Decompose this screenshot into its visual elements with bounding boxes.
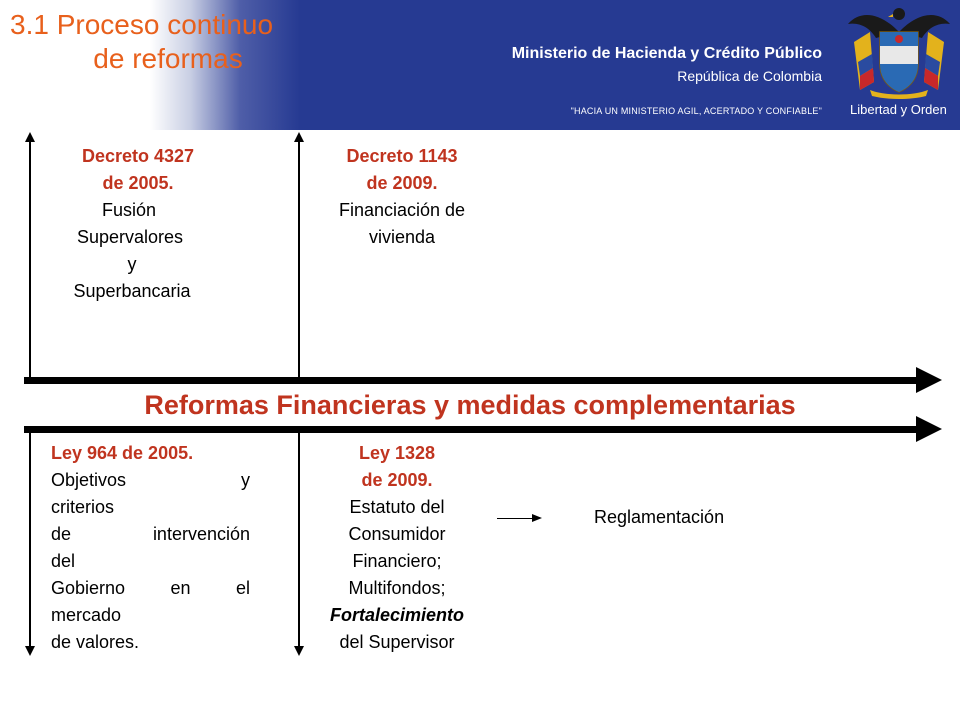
decreto-4327-block [48, 143, 228, 305]
decreto-1143-block [312, 143, 492, 251]
decreto-1143-title-1: Decreto 1143 [346, 146, 458, 166]
ley-964-word-en: en [170, 578, 191, 598]
timeline-bar-top [24, 377, 918, 384]
slide-title-line2: de reformas [93, 43, 243, 74]
ministry-block [512, 44, 822, 86]
ley-964-word-intervencion: intervención [152, 524, 250, 544]
arrow-down-1-icon [25, 646, 35, 656]
ley-964-word-objetivos: Objetivos [51, 470, 127, 490]
ley-1328-bold-line: Fortalecimiento [329, 605, 465, 625]
slide-title-line1: 3.1 Proceso continuo [10, 9, 274, 40]
decreto-1143-desc-1: Financiación de [338, 200, 466, 220]
vertical-line-1-bottom [29, 433, 31, 648]
ministry-motto: "HACIA UN MINISTERIO AGIL, ACERTADO Y CONFIABLE" [570, 106, 822, 116]
decreto-4327-desc-2: Supervalores [76, 227, 184, 247]
ley-964-line-6: mercado [51, 605, 122, 625]
vertical-line-2-bottom [298, 433, 300, 648]
ley-1328-title-2: de 2009. [361, 470, 433, 490]
decreto-4327-title-2: de 2005. [102, 173, 174, 193]
next-step-arrow-line [497, 518, 533, 519]
ley-964-block [51, 440, 250, 656]
ley-1328-block [307, 440, 487, 656]
ley-1328-desc-1: Estatuto del [349, 497, 445, 517]
ley-1328-desc-2: Consumidor [348, 524, 446, 544]
arrow-down-2-icon [294, 646, 304, 656]
vertical-line-2-top [298, 140, 300, 380]
ley-964-word-de: de [51, 524, 72, 544]
vertical-line-1-top [29, 140, 31, 380]
decreto-4327-desc-1: Fusión [101, 200, 157, 220]
ley-964-word-y: y [241, 470, 250, 490]
ley-964-line-2: criterios [51, 497, 115, 517]
ley-964-line-3 [51, 521, 250, 548]
ley-964-line-5 [51, 575, 250, 602]
decreto-4327-title-1: Decreto 4327 [81, 146, 195, 166]
next-step-label: Reglamentación [594, 507, 725, 527]
timeline-title: Reformas Financieras y medidas complementarias [144, 390, 796, 420]
ley-1328-title-1: Ley 1328 [358, 443, 436, 463]
ley-964-line-4: del [51, 551, 76, 571]
decreto-4327-desc-3: y [127, 254, 137, 274]
ley-964-line-1 [51, 467, 250, 494]
coat-of-arms-icon [840, 2, 958, 100]
ley-1328-desc-4: Multifondos; [348, 578, 446, 598]
ministry-country: República de Colombia [677, 68, 822, 84]
decreto-4327-desc-4: Superbancaria [73, 281, 191, 301]
timeline-bar-bottom [24, 426, 918, 433]
ley-964-word-gobierno: Gobierno [51, 578, 126, 598]
ley-964-word-el: el [235, 578, 250, 598]
decreto-1143-desc-2: vivienda [368, 227, 436, 247]
ley-1328-last-line: del Supervisor [339, 632, 455, 652]
ley-964-title: Ley 964 de 2005. [51, 443, 194, 463]
decreto-1143-title-2: de 2009. [366, 173, 438, 193]
ley-964-line-7: de valores. [51, 632, 140, 652]
ley-1328-desc-3: Financiero; [352, 551, 442, 571]
next-step-arrow-icon [532, 514, 542, 522]
ministry-name: Ministerio de Hacienda y Crédito Público [511, 45, 822, 62]
slide-title [8, 8, 328, 76]
coat-of-arms-caption: Libertad y Orden [850, 102, 947, 117]
